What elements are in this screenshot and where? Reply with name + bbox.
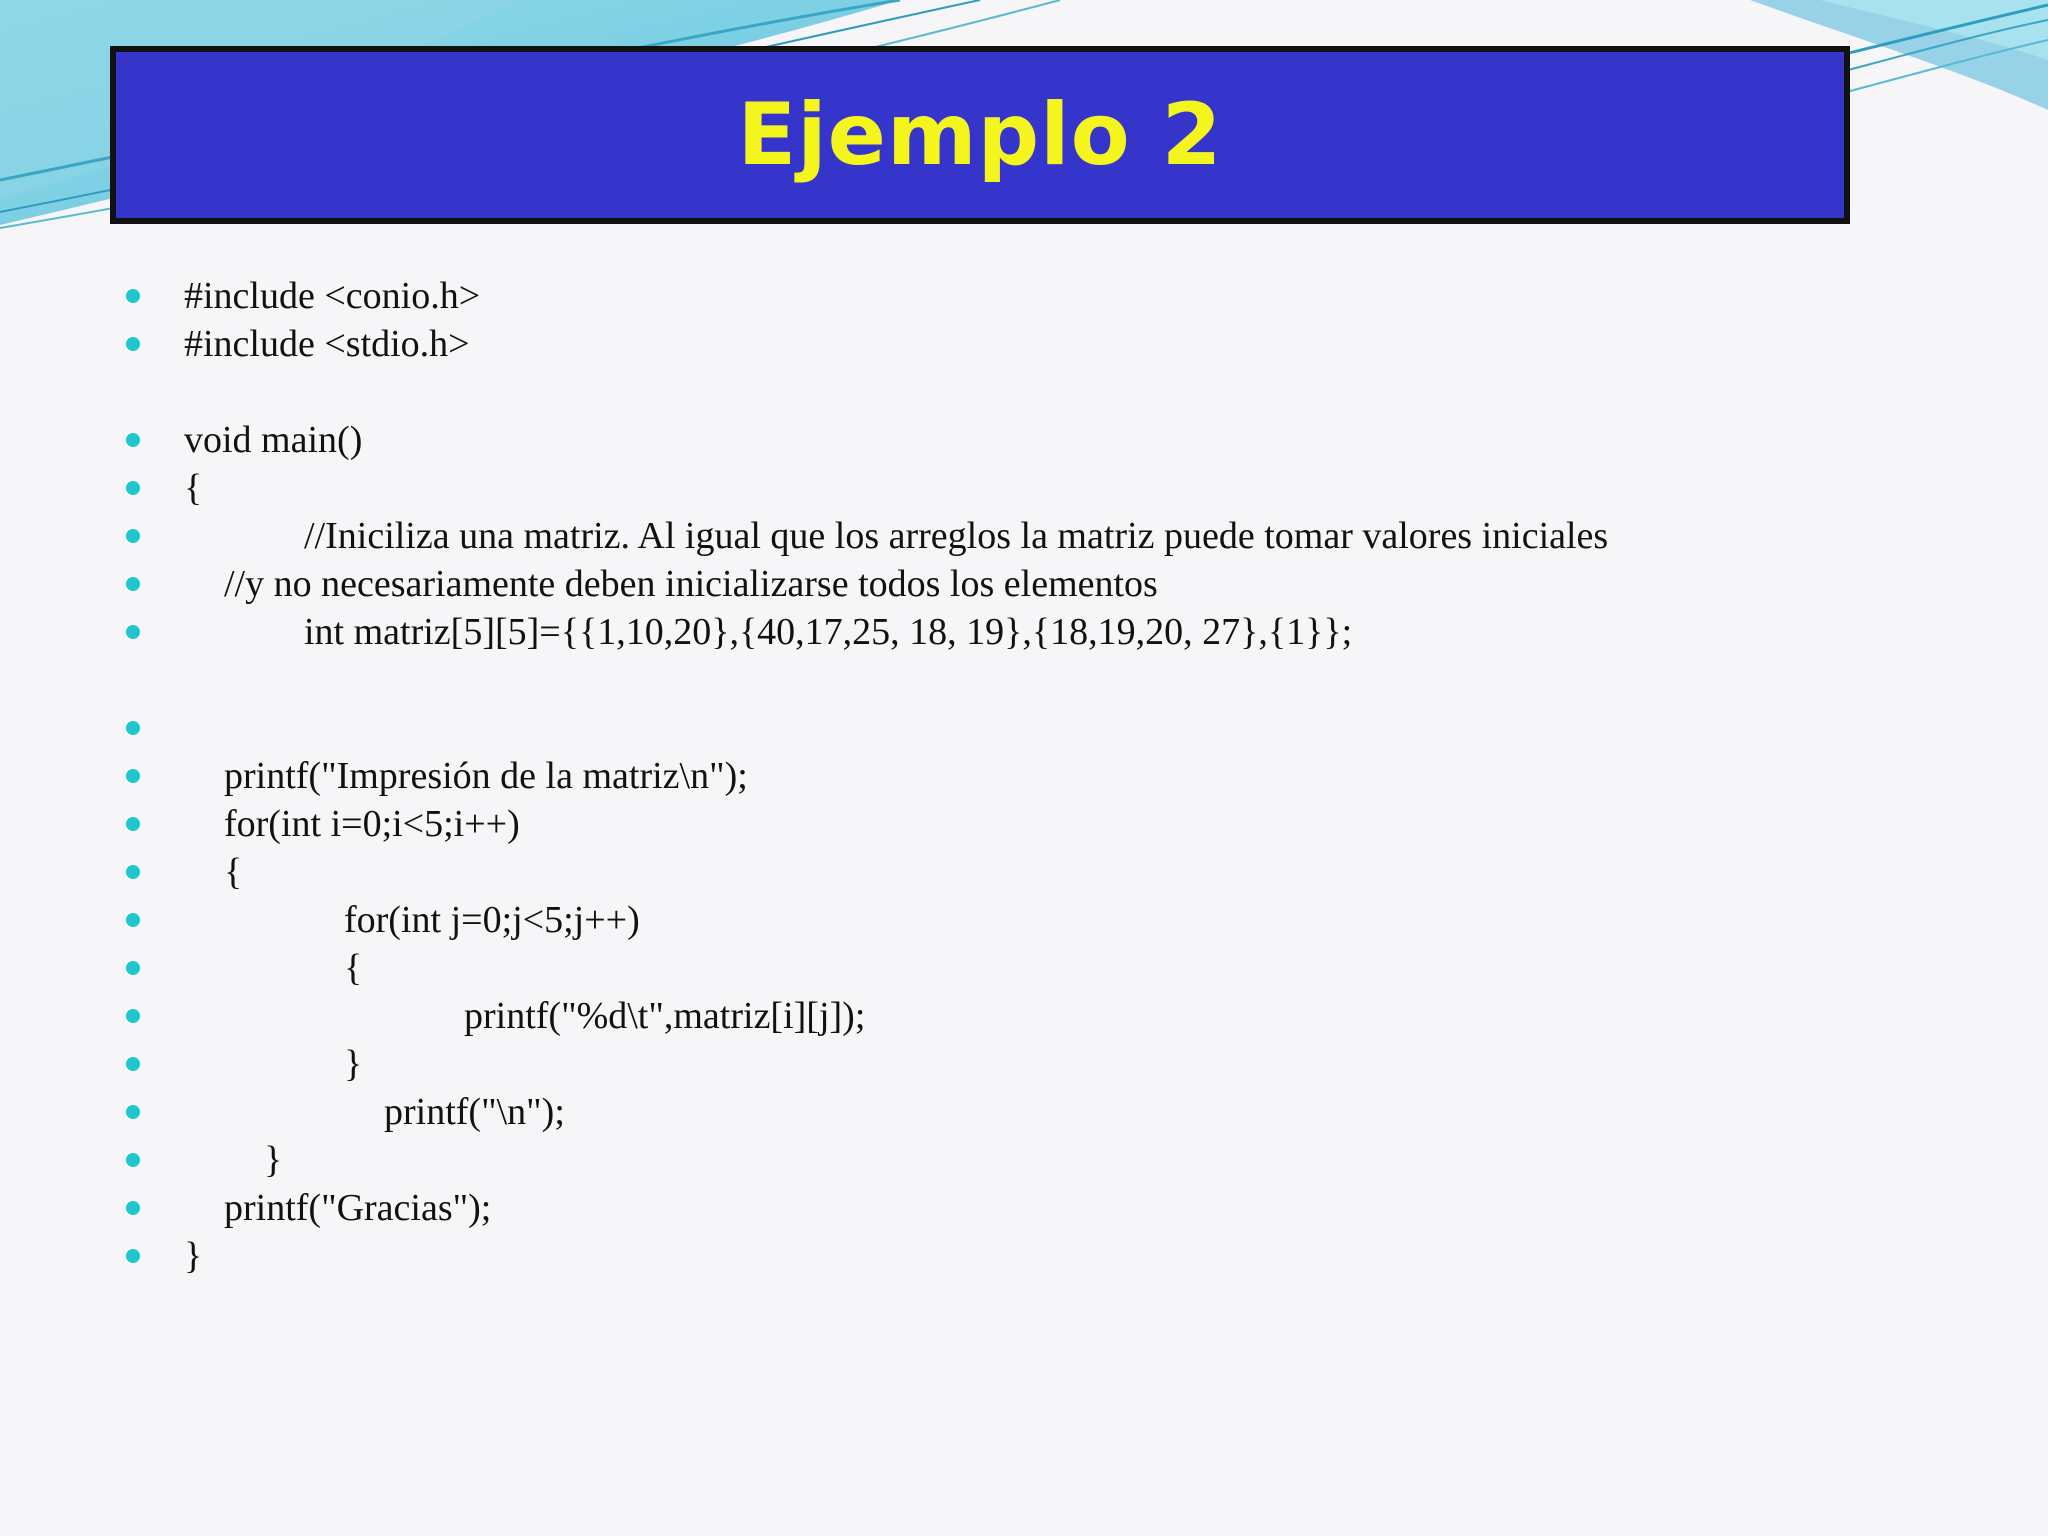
round-bullet-icon [126,289,140,303]
code-text: } [184,1235,203,1277]
code-line [0,800,2048,848]
code-line [0,464,2048,512]
code-line [0,1040,2048,1088]
round-bullet-icon [126,817,140,831]
code-text: { [224,851,243,893]
code-line [0,944,2048,992]
code-text: #include <conio.h> [184,275,481,317]
code-line [0,1136,2048,1184]
round-bullet-icon [126,1249,140,1263]
slide-title: Ejemplo 2 [737,85,1223,185]
code-line [0,512,2048,560]
code-line [0,896,2048,944]
code-text: void main() [184,419,363,461]
code-text: for(int i=0;i<5;i++) [224,803,520,845]
round-bullet-icon [126,1105,140,1119]
round-bullet-icon [126,1009,140,1023]
code-text: { [184,467,203,509]
code-line [0,368,2048,416]
round-bullet-icon [126,481,140,495]
code-line [0,1088,2048,1136]
round-bullet-icon [126,1057,140,1071]
code-text: #include <stdio.h> [184,323,470,365]
code-text: printf("Gracias"); [224,1187,492,1229]
code-line [0,272,2048,320]
round-bullet-icon [126,913,140,927]
code-line [0,1184,2048,1232]
code-line [0,1232,2048,1280]
code-line [0,560,2048,608]
round-bullet-icon [126,769,140,783]
round-bullet-icon [126,577,140,591]
code-text: } [344,1043,363,1085]
code-line [0,320,2048,368]
round-bullet-icon [126,529,140,543]
code-text: printf("\n"); [384,1091,565,1133]
code-text: for(int j=0;j<5;j++) [344,899,640,941]
code-line [0,704,2048,752]
round-bullet-icon [126,721,140,735]
code-line [0,416,2048,464]
round-bullet-icon [126,433,140,447]
code-line [0,656,2048,704]
round-bullet-icon [126,1201,140,1215]
round-bullet-icon [126,961,140,975]
code-line [0,752,2048,800]
code-text: printf("Impresión de la matriz\n"); [224,755,748,797]
title-banner [110,46,1850,224]
code-line [0,848,2048,896]
code-text: //y no necesariamente deben inicializarse todos los elementos [224,563,1158,605]
round-bullet-icon [126,625,140,639]
code-text: //Iniciliza una matriz. Al igual que los arreglos la matriz puede tomar valores iniciales [304,515,1609,557]
code-text: { [344,947,363,989]
code-line [0,992,2048,1040]
round-bullet-icon [126,1153,140,1167]
round-bullet-icon [126,865,140,879]
code-line [0,608,2048,656]
code-text: printf("%d\t",matriz[i][j]); [464,995,866,1037]
code-text: int matriz[5][5]={{1,10,20},{40,17,25, 18, 19},{18,19,20, 27},{1}}; [304,611,1353,653]
round-bullet-icon [126,337,140,351]
code-listing [0,272,2048,1280]
code-text: } [264,1139,283,1181]
